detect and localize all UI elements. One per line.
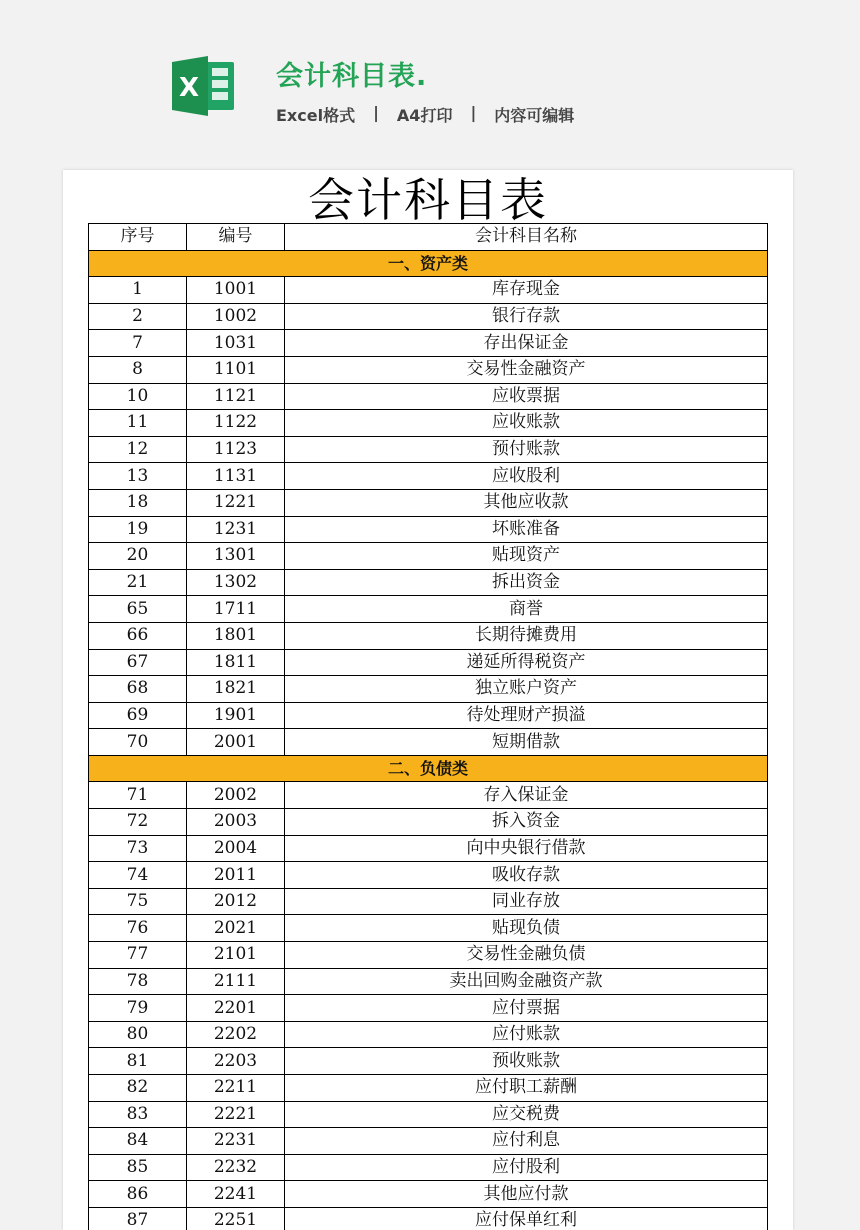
account-code: 2221 — [187, 1101, 285, 1128]
account-name: 其他应付款 — [285, 1181, 768, 1208]
account-name: 应收股利 — [285, 463, 768, 490]
account-code: 1001 — [187, 277, 285, 304]
account-code: 2001 — [187, 729, 285, 756]
row-index: 65 — [89, 596, 187, 623]
account-code: 2002 — [187, 782, 285, 809]
account-name: 应付票据 — [285, 995, 768, 1022]
column-header-name: 会计科目名称 — [285, 224, 768, 251]
row-index: 2 — [89, 303, 187, 330]
account-name: 预付账款 — [285, 436, 768, 463]
section-label: 一、资产类 — [89, 250, 768, 277]
account-name: 卖出回购金融资产款 — [285, 968, 768, 995]
account-code: 1121 — [187, 383, 285, 410]
row-index: 12 — [89, 436, 187, 463]
row-index: 73 — [89, 835, 187, 862]
table-row — [89, 410, 768, 437]
account-name: 应收票据 — [285, 383, 768, 410]
account-code: 1801 — [187, 622, 285, 649]
table-header-row — [89, 224, 768, 251]
table-row — [89, 356, 768, 383]
row-index: 82 — [89, 1075, 187, 1102]
row-index: 77 — [89, 942, 187, 969]
table-row — [89, 888, 768, 915]
table-row — [89, 729, 768, 756]
account-name: 拆入资金 — [285, 809, 768, 836]
section-label: 二、负债类 — [89, 755, 768, 782]
header-title: 会计科目表. — [276, 54, 427, 93]
account-code: 1711 — [187, 596, 285, 623]
column-header-code: 编号 — [187, 224, 285, 251]
table-row — [89, 1021, 768, 1048]
row-index: 80 — [89, 1021, 187, 1048]
account-code: 1301 — [187, 543, 285, 570]
account-code: 1302 — [187, 569, 285, 596]
account-name: 商誉 — [285, 596, 768, 623]
row-index: 87 — [89, 1207, 187, 1230]
account-table-body — [89, 224, 768, 1230]
row-index: 19 — [89, 516, 187, 543]
account-code: 2021 — [187, 915, 285, 942]
account-code: 2012 — [187, 888, 285, 915]
table-row — [89, 1181, 768, 1208]
account-code: 2004 — [187, 835, 285, 862]
account-code: 2241 — [187, 1181, 285, 1208]
row-index: 68 — [89, 676, 187, 703]
account-code: 2203 — [187, 1048, 285, 1075]
account-name: 其他应收款 — [285, 489, 768, 516]
account-code: 2251 — [187, 1207, 285, 1230]
table-row — [89, 330, 768, 357]
table-row — [89, 862, 768, 889]
column-header-index: 序号 — [89, 224, 187, 251]
section-row — [89, 755, 768, 782]
table-row — [89, 835, 768, 862]
table-row — [89, 649, 768, 676]
table-row — [89, 1101, 768, 1128]
table-row — [89, 782, 768, 809]
format-label: Excel格式 — [276, 103, 355, 126]
table-row — [89, 596, 768, 623]
account-table — [88, 223, 768, 1230]
table-row — [89, 676, 768, 703]
row-index: 71 — [89, 782, 187, 809]
account-code: 2202 — [187, 1021, 285, 1048]
row-index: 21 — [89, 569, 187, 596]
row-index: 83 — [89, 1101, 187, 1128]
table-row — [89, 489, 768, 516]
row-index: 18 — [89, 489, 187, 516]
account-code: 1821 — [187, 676, 285, 703]
account-name: 短期借款 — [285, 729, 768, 756]
row-index: 13 — [89, 463, 187, 490]
account-name: 向中央银行借款 — [285, 835, 768, 862]
account-name: 应付利息 — [285, 1128, 768, 1155]
account-code: 2101 — [187, 942, 285, 969]
account-name: 预收账款 — [285, 1048, 768, 1075]
account-name: 待处理财产损溢 — [285, 702, 768, 729]
row-index: 81 — [89, 1048, 187, 1075]
account-code: 1231 — [187, 516, 285, 543]
separator: | — [373, 103, 379, 126]
table-row — [89, 569, 768, 596]
account-code: 1002 — [187, 303, 285, 330]
account-code: 2201 — [187, 995, 285, 1022]
page-header — [0, 0, 860, 170]
table-row — [89, 1128, 768, 1155]
account-name: 独立账户资产 — [285, 676, 768, 703]
table-row — [89, 277, 768, 304]
document-title: 会计科目表 — [63, 172, 793, 228]
row-index: 74 — [89, 862, 187, 889]
account-name: 递延所得税资产 — [285, 649, 768, 676]
account-name: 拆出资金 — [285, 569, 768, 596]
account-name: 应收账款 — [285, 410, 768, 437]
account-code: 1221 — [187, 489, 285, 516]
account-name: 同业存放 — [285, 888, 768, 915]
account-code: 1123 — [187, 436, 285, 463]
header-subtitle — [276, 103, 574, 126]
table-row — [89, 995, 768, 1022]
account-name: 应交税费 — [285, 1101, 768, 1128]
row-index: 84 — [89, 1128, 187, 1155]
table-row — [89, 303, 768, 330]
account-code: 2003 — [187, 809, 285, 836]
account-name: 应付职工薪酬 — [285, 1075, 768, 1102]
row-index: 66 — [89, 622, 187, 649]
table-row — [89, 436, 768, 463]
account-name: 贴现负债 — [285, 915, 768, 942]
table-row — [89, 968, 768, 995]
row-index: 86 — [89, 1181, 187, 1208]
account-name: 库存现金 — [285, 277, 768, 304]
row-index: 85 — [89, 1154, 187, 1181]
table-row — [89, 942, 768, 969]
account-code: 2011 — [187, 862, 285, 889]
account-name: 应付保单红利 — [285, 1207, 768, 1230]
table-row — [89, 383, 768, 410]
row-index: 69 — [89, 702, 187, 729]
account-name: 银行存款 — [285, 303, 768, 330]
account-code: 2111 — [187, 968, 285, 995]
row-index: 75 — [89, 888, 187, 915]
account-code: 1122 — [187, 410, 285, 437]
table-row — [89, 809, 768, 836]
row-index: 10 — [89, 383, 187, 410]
row-index: 7 — [89, 330, 187, 357]
excel-icon-letter: X — [179, 73, 199, 103]
row-index: 79 — [89, 995, 187, 1022]
table-row — [89, 702, 768, 729]
row-index: 78 — [89, 968, 187, 995]
row-index: 1 — [89, 277, 187, 304]
editable-label: 内容可编辑 — [494, 103, 574, 126]
account-code: 2232 — [187, 1154, 285, 1181]
account-code: 2211 — [187, 1075, 285, 1102]
account-name: 交易性金融负债 — [285, 942, 768, 969]
row-index: 72 — [89, 809, 187, 836]
account-code: 1101 — [187, 356, 285, 383]
table-row — [89, 1075, 768, 1102]
account-code: 1131 — [187, 463, 285, 490]
row-index: 8 — [89, 356, 187, 383]
row-index: 76 — [89, 915, 187, 942]
account-name: 坏账准备 — [285, 516, 768, 543]
table-row — [89, 463, 768, 490]
account-name: 存出保证金 — [285, 330, 768, 357]
account-name: 应付股利 — [285, 1154, 768, 1181]
account-name: 贴现资产 — [285, 543, 768, 570]
row-index: 20 — [89, 543, 187, 570]
row-index: 11 — [89, 410, 187, 437]
table-row — [89, 1154, 768, 1181]
account-name: 应付账款 — [285, 1021, 768, 1048]
separator: | — [470, 103, 476, 126]
row-index: 70 — [89, 729, 187, 756]
section-row — [89, 250, 768, 277]
row-index: 67 — [89, 649, 187, 676]
table-row — [89, 1048, 768, 1075]
account-name: 长期待摊费用 — [285, 622, 768, 649]
account-name: 交易性金融资产 — [285, 356, 768, 383]
document-page — [63, 170, 793, 1230]
account-code: 1031 — [187, 330, 285, 357]
account-code: 1811 — [187, 649, 285, 676]
account-name: 吸收存款 — [285, 862, 768, 889]
account-name: 存入保证金 — [285, 782, 768, 809]
table-row — [89, 543, 768, 570]
excel-icon — [172, 56, 234, 116]
account-code: 2231 — [187, 1128, 285, 1155]
table-row — [89, 516, 768, 543]
table-row — [89, 622, 768, 649]
account-code: 1901 — [187, 702, 285, 729]
print-label: A4打印 — [397, 103, 453, 126]
table-row — [89, 915, 768, 942]
